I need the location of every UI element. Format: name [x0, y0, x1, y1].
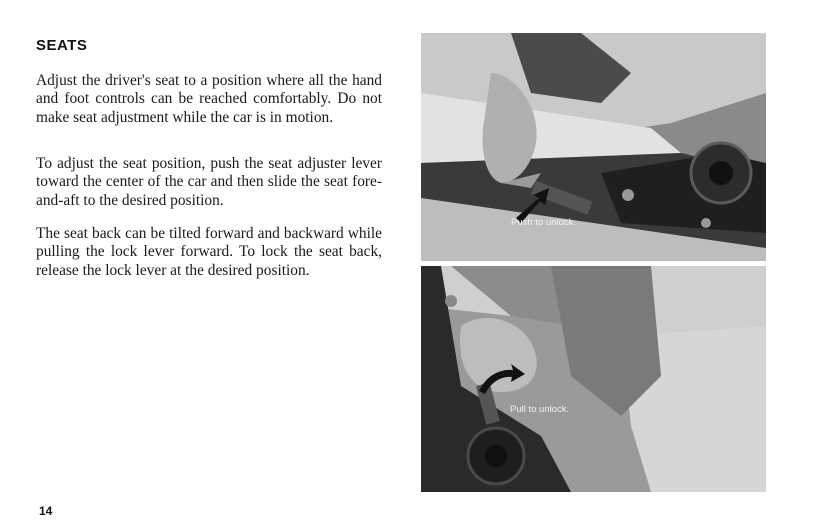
push-caption: Push to unlock. [511, 217, 576, 228]
paragraph-seat-back: The seat back can be tilted forward and backward while pulling the lock lever forward. To lock the seat back, release the lock lever at the desired position. [36, 225, 382, 279]
seatback-lever-illustration [421, 266, 766, 492]
paragraph-seat-adjust: To adjust the seat position, push the seat adjuster lever toward the center of the car and then slide the seat fore-and-aft to the desired position. [36, 155, 382, 209]
seat-adjuster-photo [421, 33, 766, 261]
seatback-lever-photo [421, 266, 766, 492]
seat-adjuster-illustration [421, 33, 766, 261]
paragraph-driving-position: Adjust the driver's seat to a position where all the hand and foot controls can be reached comfortably. Do not make seat adjustment while the car is in motion. [36, 72, 382, 126]
section-heading: SEATS [36, 37, 88, 54]
pull-caption: Pull to unlock. [510, 404, 570, 415]
page-number: 14 [39, 504, 53, 518]
